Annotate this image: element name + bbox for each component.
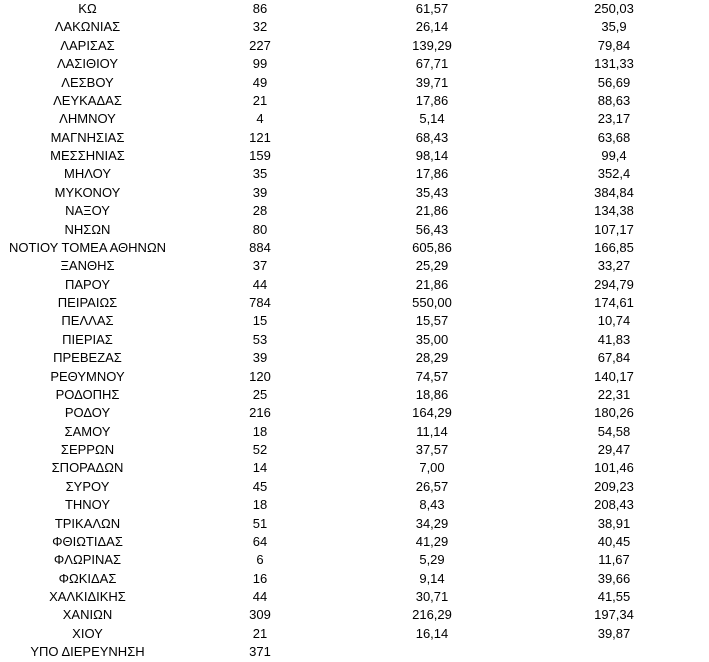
region-name-cell: ΛΗΜΝΟΥ [59, 111, 116, 127]
rate-cell: 35,9 [601, 19, 627, 35]
region-name-cell: ΝΑΞΟΥ [65, 203, 110, 219]
rate-cell: 33,27 [597, 258, 631, 274]
cases-cell: 49 [252, 74, 268, 90]
table-row [0, 588, 709, 606]
cases-cell: 6 [256, 552, 264, 568]
table-row [0, 221, 709, 239]
table-row [0, 423, 709, 441]
region-name-cell: ΞΑΝΘΗΣ [60, 258, 115, 274]
cases-cell: 45 [252, 478, 268, 494]
rate-cell: 41,83 [597, 331, 631, 347]
average-cell: 26,14 [415, 19, 449, 35]
region-name-cell: ΜΕΣΣΗΝΙΑΣ [50, 148, 125, 163]
table-row [0, 625, 709, 643]
region-name-cell: ΠΡΕΒΕΖΑΣ [53, 350, 122, 366]
region-name-cell: ΜΑΓΝΗΣΙΑΣ [50, 129, 125, 145]
region-name-cell: ΠΙΕΡΙΑΣ [62, 331, 113, 347]
rate-cell: 166,85 [594, 239, 634, 255]
table-row [0, 459, 709, 477]
rate-cell: 67,84 [597, 350, 631, 366]
table-row [0, 404, 709, 422]
region-name-cell: ΡΟΔΟΠΗΣ [55, 386, 120, 402]
cases-cell: 21 [252, 92, 268, 108]
average-cell: 41,29 [415, 533, 449, 549]
region-name-cell: ΠΕΛΛΑΣ [61, 313, 114, 329]
average-cell: 216,29 [412, 607, 452, 623]
average-cell: 17,86 [415, 166, 449, 182]
cases-cell: 884 [249, 239, 271, 255]
rate-cell: 180,26 [594, 405, 634, 421]
rate-cell: 56,69 [597, 74, 631, 90]
table-row [0, 129, 709, 147]
average-cell: 9,14 [419, 570, 445, 586]
rate-cell: 99,4 [601, 148, 627, 163]
rate-cell: 101,46 [594, 460, 634, 476]
table-row [0, 0, 709, 18]
average-cell: 98,14 [415, 148, 449, 163]
average-cell: 18,86 [415, 386, 449, 402]
cases-cell: 99 [252, 56, 268, 72]
cases-cell: 21 [252, 625, 268, 641]
table-row [0, 368, 709, 386]
region-name-cell: ΣΑΜΟΥ [64, 423, 111, 439]
rate-cell: 384,84 [594, 184, 634, 200]
average-cell: 7,00 [419, 460, 445, 476]
cases-cell: 371 [249, 644, 271, 660]
table-row [0, 294, 709, 312]
average-cell: 26,57 [415, 478, 449, 494]
average-cell: 61,57 [415, 1, 449, 16]
rate-cell: 29,47 [597, 442, 631, 457]
average-cell: 35,43 [415, 184, 449, 200]
cases-cell: 35 [252, 166, 268, 182]
rate-cell: 23,17 [597, 111, 631, 127]
rate-cell: 79,84 [597, 37, 631, 53]
rate-cell: 131,33 [594, 56, 634, 72]
average-cell: 139,29 [412, 37, 452, 53]
table-row [0, 37, 709, 55]
rate-cell: 140,17 [594, 368, 634, 384]
rate-cell: 10,74 [597, 313, 631, 329]
cases-cell: 16 [252, 570, 268, 586]
table-row [0, 331, 709, 349]
cases-cell: 39 [252, 350, 268, 366]
rate-cell: 39,87 [597, 625, 631, 641]
region-name-cell: ΠΑΡΟΥ [64, 276, 111, 292]
table-row [0, 74, 709, 92]
cases-cell: 32 [252, 19, 268, 35]
region-name-cell: ΛΑΣΙΘΙΟΥ [56, 56, 119, 72]
table-row [0, 55, 709, 73]
rate-cell: 107,17 [594, 221, 634, 237]
region-name-cell: ΝΗΣΩΝ [64, 221, 111, 237]
cases-cell: 216 [249, 405, 271, 421]
average-cell: 67,71 [415, 56, 449, 72]
table-row [0, 18, 709, 36]
rate-cell: 63,68 [597, 129, 631, 145]
cases-cell: 18 [252, 423, 268, 439]
rate-cell: 174,61 [594, 295, 634, 310]
region-name-cell: ΣΥΡΟΥ [65, 478, 110, 494]
region-name-cell: ΥΠΟ ΔΙΕΡΕΥΝΗΣΗ [30, 644, 145, 660]
table-row [0, 92, 709, 110]
average-cell: 17,86 [415, 92, 449, 108]
region-name-cell: ΤΡΙΚΑΛΩΝ [54, 515, 121, 531]
rate-cell: 209,23 [594, 478, 634, 494]
rate-cell: 294,79 [594, 276, 634, 292]
table-row [0, 257, 709, 275]
region-name-cell: ΛΕΣΒΟΥ [61, 74, 114, 90]
table-row [0, 570, 709, 588]
rate-cell: 352,4 [597, 166, 631, 182]
average-cell: 28,29 [415, 350, 449, 366]
table-row [0, 643, 709, 661]
average-cell: 21,86 [415, 276, 449, 292]
cases-cell: 37 [252, 258, 268, 274]
cases-cell: 28 [252, 203, 268, 219]
table-row [0, 110, 709, 128]
cases-cell: 120 [249, 368, 271, 384]
table-row [0, 478, 709, 496]
region-name-cell: ΧΙΟΥ [72, 625, 103, 641]
rate-cell: 40,45 [597, 533, 631, 549]
average-cell: 164,29 [412, 405, 452, 421]
table-row [0, 276, 709, 294]
cases-cell: 4 [256, 111, 264, 127]
cases-cell: 18 [252, 497, 268, 513]
region-name-cell: ΧΑΛΚΙΔΙΚΗΣ [49, 589, 126, 604]
average-cell: 5,14 [419, 111, 445, 127]
region-name-cell: ΛΑΚΩΝΙΑΣ [54, 19, 121, 35]
average-cell: 605,86 [412, 239, 452, 255]
region-name-cell: ΤΗΝΟΥ [64, 497, 111, 513]
region-name-cell: ΧΑΝΙΩΝ [62, 607, 113, 623]
rate-cell: 250,03 [594, 1, 634, 16]
region-name-cell: ΚΩ [78, 1, 97, 16]
table-row [0, 147, 709, 165]
table-row [0, 349, 709, 367]
rate-cell: 88,63 [597, 92, 631, 108]
cases-cell: 14 [252, 460, 268, 476]
cases-cell: 64 [252, 533, 268, 549]
cases-cell: 25 [252, 386, 268, 402]
cases-cell: 53 [252, 331, 268, 347]
rate-cell: 197,34 [594, 607, 634, 623]
region-name-cell: ΡΟΔΟΥ [64, 405, 111, 421]
region-name-cell: ΡΕΘΥΜΝΟΥ [50, 368, 125, 384]
average-cell: 8,43 [419, 497, 445, 513]
region-name-cell: ΣΕΡΡΩΝ [60, 442, 115, 457]
region-name-cell: ΠΕΙΡΑΙΩΣ [57, 295, 118, 310]
cases-cell: 309 [249, 607, 271, 623]
rate-cell: 41,55 [597, 589, 631, 604]
average-cell: 35,00 [415, 331, 449, 347]
region-name-cell: ΛΑΡΙΣΑΣ [60, 37, 115, 53]
region-name-cell: ΣΠΟΡΑΔΩΝ [51, 460, 124, 476]
average-cell: 16,14 [415, 625, 449, 641]
average-cell: 68,43 [415, 129, 449, 145]
table-row [0, 551, 709, 569]
table-row [0, 312, 709, 330]
average-cell: 30,71 [415, 589, 449, 604]
cases-cell: 15 [252, 313, 268, 329]
cases-cell: 80 [252, 221, 268, 237]
cases-cell: 51 [252, 515, 268, 531]
table-row [0, 202, 709, 220]
cases-cell: 159 [249, 148, 271, 163]
average-cell: 11,14 [416, 423, 448, 439]
rate-cell: 38,91 [597, 515, 631, 531]
cases-cell: 44 [252, 276, 268, 292]
region-name-cell: ΦΛΩΡΙΝΑΣ [53, 552, 122, 568]
table-row [0, 515, 709, 533]
table-row [0, 184, 709, 202]
cases-cell: 39 [252, 184, 268, 200]
table-row [0, 533, 709, 551]
cases-cell: 784 [249, 295, 271, 310]
region-name-cell: ΛΕΥΚΑΔΑΣ [53, 92, 122, 108]
cases-cell: 86 [252, 1, 268, 16]
table-row [0, 606, 709, 624]
region-name-cell: ΝΟΤΙΟΥ ΤΟΜΕΑ ΑΘΗΝΩΝ [8, 239, 167, 255]
rate-cell: 39,66 [597, 570, 631, 586]
rate-cell: 54,58 [597, 423, 631, 439]
average-cell: 5,29 [419, 552, 445, 568]
table-row [0, 386, 709, 404]
average-cell: 39,71 [415, 74, 449, 90]
cases-cell: 52 [252, 442, 268, 457]
table-row [0, 165, 709, 183]
region-name-cell: ΜΥΚΟΝΟΥ [54, 184, 121, 200]
cases-cell: 121 [249, 129, 271, 145]
average-cell: 21,86 [415, 203, 449, 219]
rate-cell: 134,38 [594, 203, 634, 219]
rate-cell: 11,67 [598, 552, 630, 568]
region-name-cell: ΜΗΛΟΥ [64, 166, 111, 182]
average-cell: 34,29 [415, 515, 449, 531]
average-cell: 37,57 [415, 442, 449, 457]
rate-cell: 208,43 [594, 497, 634, 513]
table-row [0, 239, 709, 257]
region-name-cell: ΦΩΚΙΔΑΣ [58, 570, 117, 586]
cases-cell: 44 [252, 589, 268, 604]
average-cell: 550,00 [412, 295, 452, 310]
average-cell: 25,29 [415, 258, 449, 274]
cases-cell: 227 [249, 37, 271, 53]
table-row [0, 496, 709, 514]
region-name-cell: ΦΘΙΩΤΙΔΑΣ [52, 533, 123, 549]
rate-cell [519, 643, 709, 661]
average-cell: 74,57 [415, 368, 449, 384]
average-cell [345, 643, 519, 661]
average-cell: 56,43 [415, 221, 449, 237]
table-row [0, 441, 709, 459]
rate-cell: 22,31 [597, 386, 631, 402]
average-cell: 15,57 [415, 313, 449, 329]
